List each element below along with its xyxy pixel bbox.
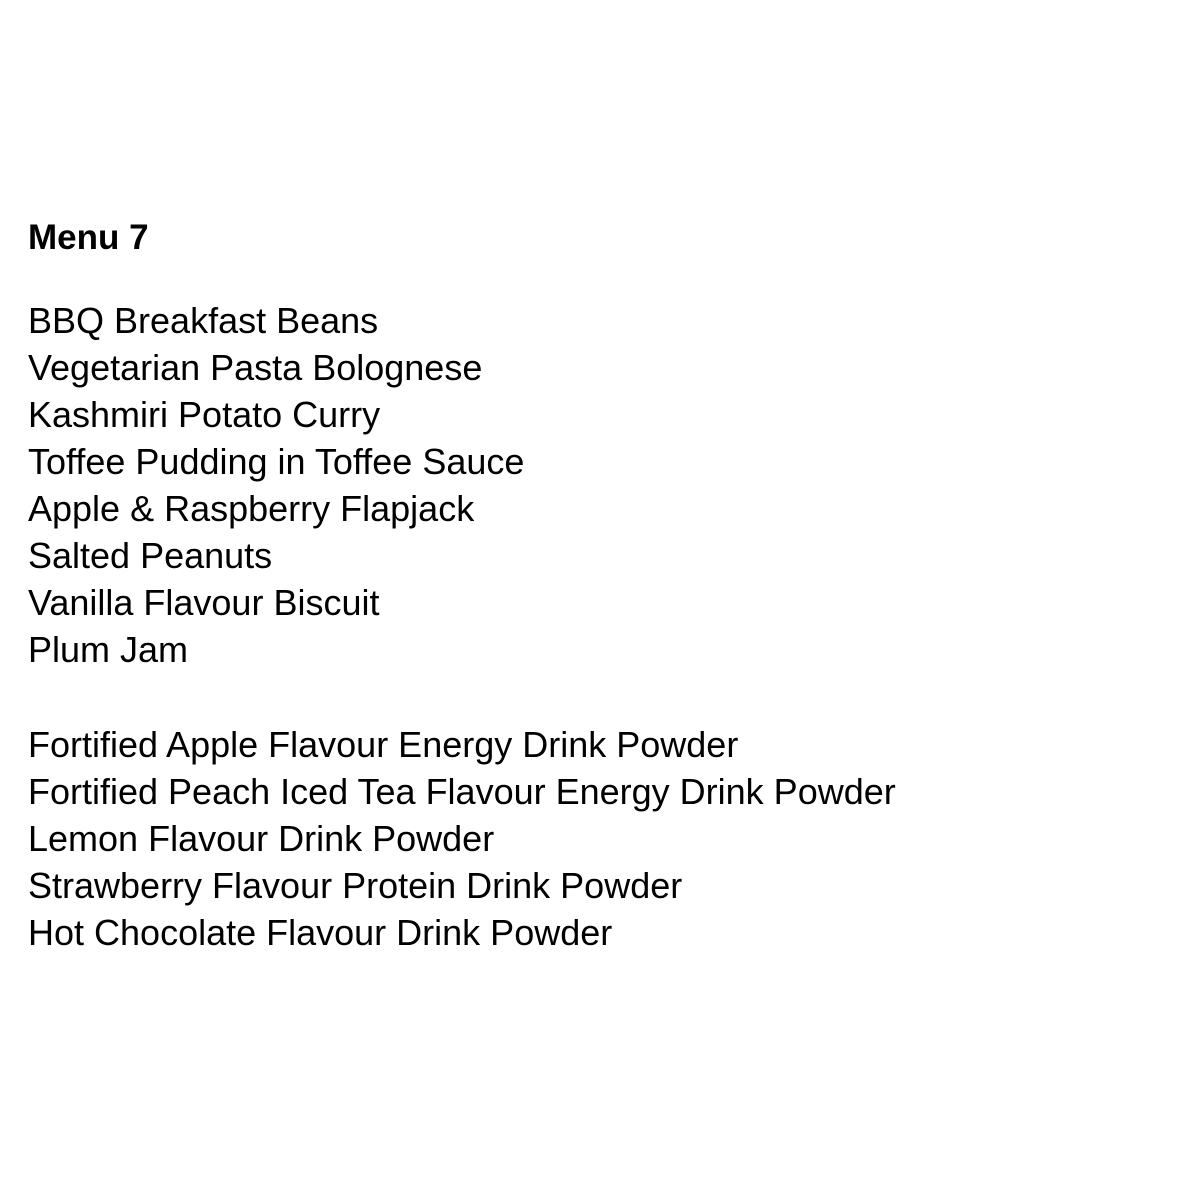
food-item: Vegetarian Pasta Bolognese — [28, 347, 483, 388]
drink-item: Hot Chocolate Flavour Drink Powder — [28, 912, 613, 953]
food-item: Plum Jam — [28, 629, 189, 670]
drink-item: Strawberry Flavour Protein Drink Powder — [28, 865, 683, 906]
drink-item: Fortified Peach Iced Tea Flavour Energy Drink Powder — [28, 771, 896, 812]
food-list — [28, 297, 524, 673]
food-item: BBQ Breakfast Beans — [28, 300, 379, 341]
food-item: Kashmiri Potato Curry — [28, 394, 381, 435]
menu-title: Menu 7 — [28, 218, 149, 257]
food-item: Vanilla Flavour Biscuit — [28, 582, 380, 623]
food-item: Toffee Pudding in Toffee Sauce — [28, 441, 525, 482]
food-item: Salted Peanuts — [28, 535, 273, 576]
food-item: Apple & Raspberry Flapjack — [28, 488, 475, 529]
drink-list — [28, 721, 896, 956]
drink-item: Fortified Apple Flavour Energy Drink Powder — [28, 724, 739, 765]
drink-item: Lemon Flavour Drink Powder — [28, 818, 495, 859]
